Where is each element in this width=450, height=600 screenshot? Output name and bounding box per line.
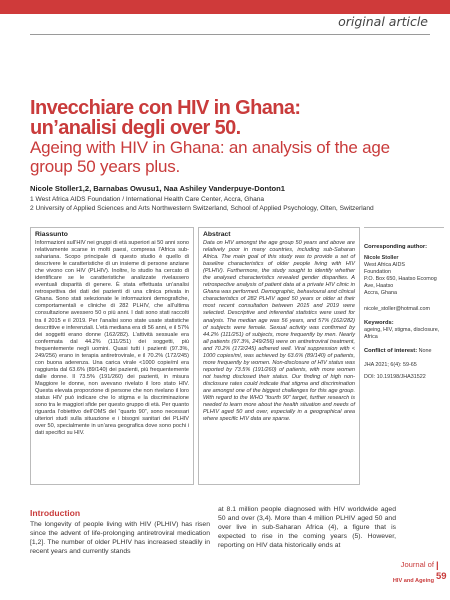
affiliation-2: 2 University of Applied Sciences and Arts Northwestern Switzerland, School of Applied Psychology, Olten, Switzerland <box>30 205 374 212</box>
email-link[interactable]: nicole_stoller@hotmail.com <box>364 306 430 312</box>
sidebar-divider <box>364 227 444 228</box>
abstract-english-heading: Abstract <box>203 231 231 238</box>
sidebar-correspondence <box>364 244 444 381</box>
title-english: Ageing with HIV in Ghana: an analysis of the age group 50 years plus. <box>30 138 390 176</box>
address-line: Foundation <box>364 269 391 275</box>
footer-journal-name: HIV and Ageing <box>392 578 434 584</box>
address-line: West Africa AIDS <box>364 262 405 268</box>
introduction-column-left: The longevity of people living with HIV (PLHIV) has risen since the advent of life-prolonging antiretroviral medication [1,2]. The number of older PLHIV has increased steadily in recent years and currently stands <box>30 521 210 556</box>
abstract-english-text: Data on HIV amongst the age group 50 years and above are relatively poor in many countries, including sub-Saharan Africa. The main goal of this study was to provide a set of baseline characteristics of older people living with HIV (PLHIV). Furthermore, the study sought to identify whether the analysed characteristics revealed gender disparities. A retrospective analysis of patient data at a private HIV clinic in Ghana was performed. Demographic, behavioural and clinical characteristics of 282 PLHIV aged 50 years or older at their most recent consultation between 2015 and 2019 were selected. Descriptive and inferential statistics were used for analysis. The median age was 56 years, and 57% (162/282) of subjects were female. Sexual activity was confirmed by 44.2% (111/251) of subjects, more frequently by men. Nearly all patients (97.3%, 249/256) were on antiretroviral treatment, and 70.2% (172/245) adhered well. Viral suppression with < 1000 copies/ml, was achieved by 63.6% (89/140) of patients, more frequently by women. Non-disclosure of HIV status was reported by 73.5% (191/260) of patients, with more women not having disclosed their status. Our finding of high non-disclosure rates could indicate that stigma and discrimination are amongst one of the biggest challenges for this age group. With regard to the WHO “fourth 90” target, further research is needed to learn more about the health situation and needs of PLHIV aged 50 and over, especially in a geographical area where specific HIV data are sparse. <box>203 240 355 423</box>
address-line: Ave, Haatso <box>364 283 394 289</box>
page-number: | 59 <box>436 560 447 582</box>
conflict-label: Conflict of interest: <box>364 348 418 354</box>
address-line: P.O. Box 650, Haatso Ecomog <box>364 276 437 282</box>
address-line: Accra, Ghana <box>364 290 397 296</box>
conflict-value: None <box>418 348 432 354</box>
affiliation-1: 1 West Africa AIDS Foundation / International Health Care Center, Accra, Ghana <box>30 196 265 203</box>
keywords-heading: Keywords: <box>364 320 394 326</box>
footer-journal-label: Journal of <box>400 560 434 569</box>
keywords-text: ageing, HIV, stigma, disclosure, Africa <box>364 327 440 340</box>
abstract-italian-text: Informazioni sull’HIV nei gruppi di età superiori ai 50 anni sono relativamente scarse in molti paesi, compresa l’Africa sub-sahariana. Scopo principale di questo studio è quello di descrivere le caratteristiche di un insieme di persone anziane che vivono con HIV (PLHIV). Inoltre, lo studio ha cercato di identificare se le caratteristiche analizzate rivelassero eventuali disparità di genere. È stata effettuata un’analisi retrospettiva dei dati dei pazienti di una clinica privata in Ghana. Sono stati selezionate le informazioni demografiche, comportamentali e cliniche di 282 PLHIV, che all’ultima consultazione avessero 50 o più anni. I dati sono stati raccolti tra il 2015 e il 2019. Per l’analisi sono state usate statistiche descrittive e inferenziali. L’età mediana era di 56 anni, e il 57% dei soggetti erano donne (162/282). L’attività sessuale era confermata dal 44.2% (111/251) dei soggetti, più frequentemente negli uomini. Quasi tutti i pazienti (97.3%, 249/256) erano in terapia antiretrovirale, e il 70.2% (172/245) con buona aderenza. Una carica virale <1000 copie/ml era raggiunta dal 63.6% (89/140) dei pazienti, più frequentemente dalle donne. Il 73.5% (191/260) dei pazienti, in misura Maggiore le donne, non avevano rivelato il loro stato HIV. Questa elevata proporzione di persone che non rivelano il loro status HIV può indicare che lo stigma e la discriminazione sono tra le maggiori sfide per questo gruppo di età. Per quanto riguarda l’obiettivo dell’OMS del “quarto 90”, sono necessari ulteriori studi sulla situazione e i bisogni sanitari dei PLHIV over 50, specialmente in un’area geografica dove sono pochi i dati specifici su HIV. <box>35 240 189 437</box>
header-divider <box>30 34 430 35</box>
correspondence-heading: Corresponding author: <box>364 244 428 250</box>
doi[interactable]: DOI: 10.19198/JHA31522 <box>364 374 426 380</box>
abstract-italian-heading: Riassunto <box>35 231 68 238</box>
header-accent-bar <box>0 0 450 14</box>
section-tag: original article <box>338 14 428 29</box>
abstract-english-box <box>198 227 360 485</box>
citation: JHA 2021; 6(4): 59-65 <box>364 362 417 368</box>
correspondence-author: Nicole Stoller <box>364 255 399 261</box>
abstract-italian-box <box>30 227 194 485</box>
author-list: Nicole Stoller1,2, Barnabas Owusu1, Naa Ashiley Vanderpuye-Donton1 <box>30 184 286 193</box>
page-number-value: 59 <box>436 571 447 582</box>
introduction-heading: Introduction <box>30 508 81 518</box>
introduction-column-right: at 8.1 million people diagnosed with HIV worldwide aged 50 and over (3,4). More than 4 million PLHIV aged 50 and over live in sub-Saharan Africa (4), a figure that is expected to rise in the coming years (5). However, reporting on HIV data historically ends at <box>218 506 396 550</box>
title-italian: Invecchiare con HIV in Ghana: un’analisi degli over 50. <box>30 97 301 139</box>
